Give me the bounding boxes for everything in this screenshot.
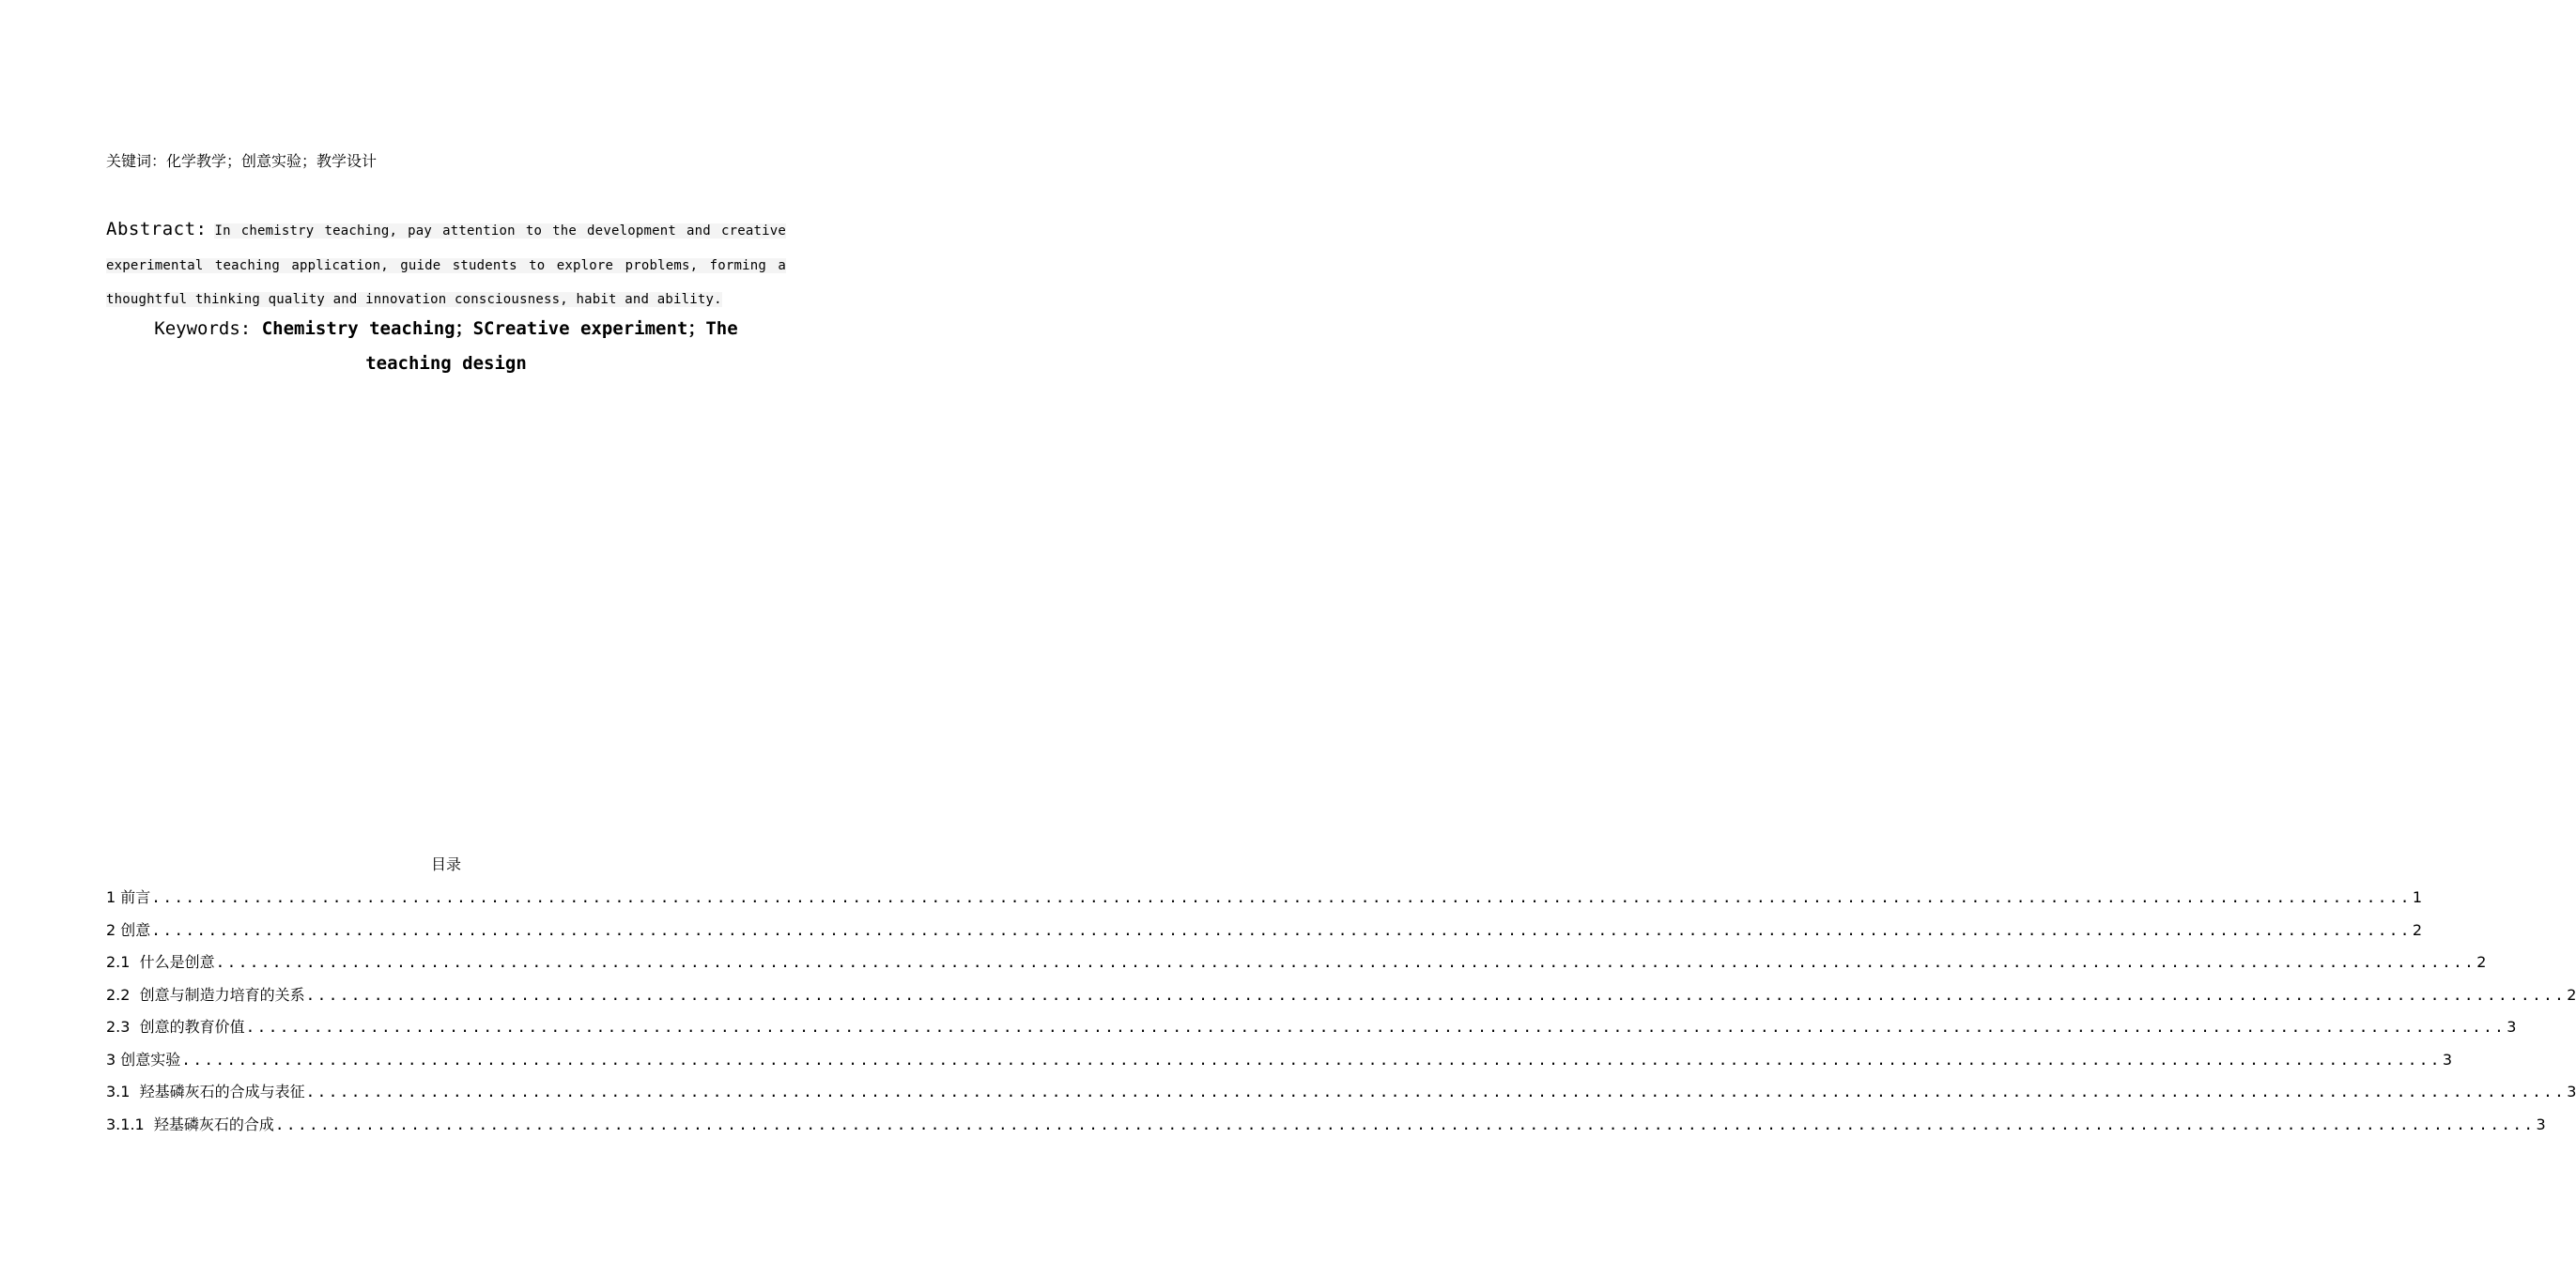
toc-dot-leader: ........................................................................................................................................................................................................ [151,888,2412,906]
toc-dot-leader: ........................................................................................................................................................................................................ [245,1018,2507,1036]
toc-entry[interactable] [106,917,2423,950]
chinese-keywords-terms: 化学教学；创意实验；教学设计 [166,152,378,170]
toc-entry-page: 3 [2536,1115,2546,1133]
toc-entry-page: 1 [2412,888,2423,906]
toc-dot-leader: ........................................................................................................................................................................................................ [305,985,2567,1004]
toc-entry-page: 2 [2412,920,2423,939]
abstract-label: Abstract: [106,219,208,239]
chinese-keywords-label: 关键词： [106,152,167,170]
toc-entry[interactable] [106,1014,2517,1047]
toc-entry-page: 3 [2442,1050,2453,1069]
english-keywords-label: Keywords: [154,318,262,339]
toc-entry-page: 3 [2567,1083,2576,1100]
toc-entry-label: 3 创意实验 [106,1050,181,1069]
toc-entry-label: 3.1 羟基磷灰石的合成与表征 [106,1083,305,1100]
chinese-keywords [106,150,377,173]
toc-entry-page: 2 [2476,953,2487,971]
toc-dot-leader: ........................................................................................................................................................................................................ [151,920,2412,939]
toc-entry[interactable] [106,1112,2546,1145]
toc-entry[interactable] [106,949,2487,982]
toc-title: 目录 [430,855,461,873]
toc-entry-label: 2 创意 [106,920,151,939]
toc-entry-label: 3.1.1 羟基磷灰石的合成 [106,1115,274,1133]
toc-entry-label: 2.2 创意与制造力培育的关系 [106,985,305,1004]
toc-entry[interactable] [106,885,2423,917]
toc-entry-label: 1 前言 [106,888,151,906]
toc-entry-label: 2.1 什么是创意 [106,953,215,971]
toc-entry[interactable] [106,1047,2453,1080]
toc-entry-label: 2.3 创意的教育价值 [106,1018,245,1036]
toc-dot-leader: ........................................................................................................................................................................................................ [181,1050,2442,1069]
toc-entry[interactable] [106,1079,2576,1112]
english-abstract [106,212,786,317]
toc-entry-page: 2 [2567,985,2576,1004]
table-of-contents [106,885,2576,1144]
english-keywords [106,312,786,381]
abstract-text: In chemistry teaching, pay attention to the development and creative experimental teaching application, guide students to explore problems, forming a thoughtful thinking quality and innovation consciousness, habit and ability. [106,223,786,307]
toc-entry-page: 3 [2507,1018,2517,1036]
toc-dot-leader: ........................................................................................................................................................................................................ [305,1083,2567,1100]
toc-dot-leader: ........................................................................................................................................................................................................ [215,953,2476,971]
toc-dot-leader: ........................................................................................................................................................................................................ [274,1115,2536,1133]
toc-entry[interactable] [106,982,2576,1015]
english-keywords-terms: Chemistry teaching；SCreative experiment；The teaching design [261,318,738,374]
